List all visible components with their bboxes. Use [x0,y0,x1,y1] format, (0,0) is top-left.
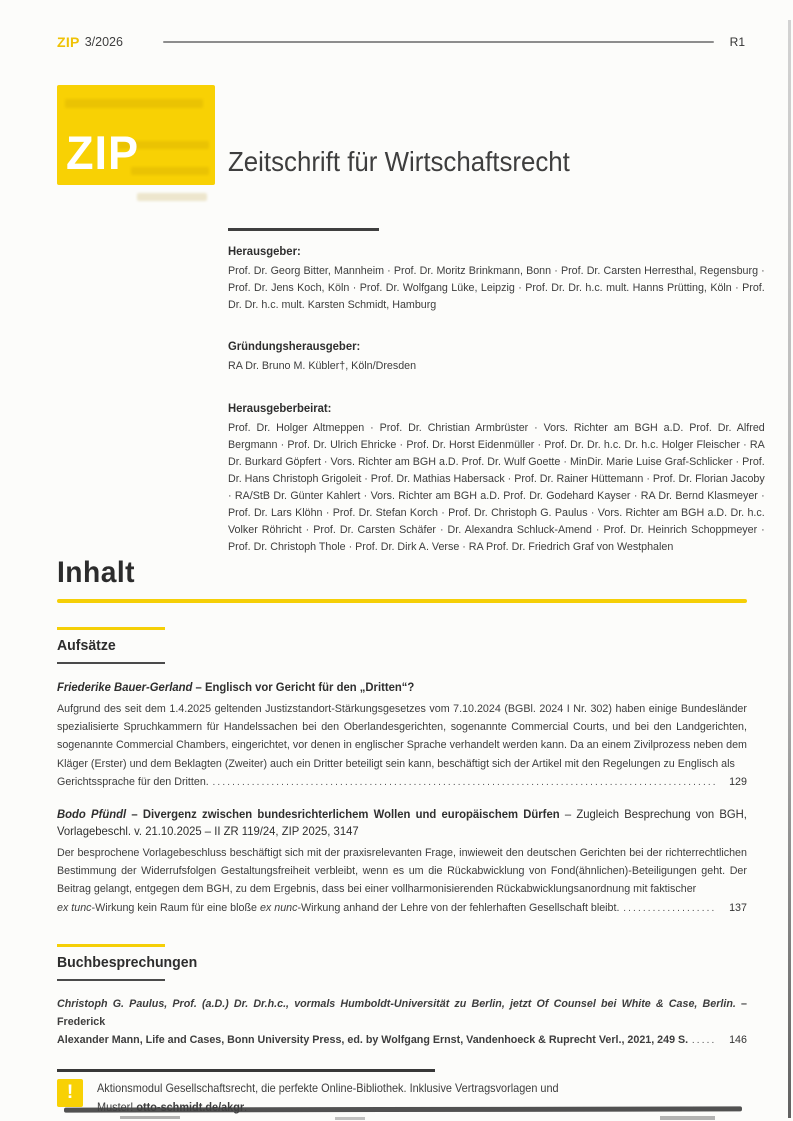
text-segment: -Wirkung kein Raum für eine bloße [91,901,260,914]
advisory-board-names: Prof. Dr. Holger Altmeppen · Prof. Dr. Christian Armbrüster · Vors. Richter am BGH a.D. Prof. Dr. Alfred Bergmann · Prof. Dr. Ulrich Ehricke · Prof. Dr. Horst Eidenmüller · Prof. Dr. Dr. h.c. Dr. h.c. Holger Fleischer · RA Dr. Burkard Göpfert · Vors. Richter am BGH a.D. Prof. Dr. Wulf Goette · MinDir. Marie Luise Graf-Schlicker · Prof. Dr. Hans Christoph Grigoleit · Prof. Dr. Mathias Habersack · Prof. Dr. Rainer Hüttemann · Prof. Dr. Florian Jacoby · RA/StB Dr. Günter Kahlert · Vors. Richter am BGH a.D. Prof. Dr. Godehard Kayser · RA Dr. Bernd Klasmeyer · Prof. Dr. Lars Klöhn · Prof. Dr. Stefan Korch · Prof. Dr. Christoph G. Paulus · Vors. Richter am BGH a.D. Dr. h.c. Volker Röhricht · Prof. Dr. Carsten Schäfer · Dr. Alexandra Schluck-Amend · Prof. Dr. Heinrich Schoppmeyer · Prof. Dr. Christoph Thole · Prof. Dr. Dirk A. Verse · RA Prof. Dr. Friedrich Graf von Westphalen [228,422,765,553]
entry-abstract [57,844,747,899]
issue-number: 3/2026 [84,35,123,49]
exclamation-icon: ! [57,1079,83,1107]
entry-abstract [57,700,747,773]
toc-entry [57,806,747,917]
advisory-board-label: Herausgeberbeirat: [228,401,332,415]
dot-leader [623,899,717,917]
text-segment: Der besprochene Vorlagebeschluss beschäftigt sich mit der praxisrelevanten Frage, inwieweit den deutschen Gerichten bei der richterrechtlichen Bestimmung der Widerrufsfolgen Gestaltungsfreiheit verbleibt, wenn es um die Rückabwicklung von Fond(ähnlichen)-Beteiligungen geht. Der Beitrag gelangt, entgegen dem BGH, zu dem Ergebnis, dass bei einer vollharmonisierenden Rückabwicklungsanordnung mit faktischer [57,847,747,896]
entry-page-number: 129 [729,775,747,788]
table-of-contents [57,556,747,1049]
text-segment: Friederike Bauer-Gerland [57,680,193,694]
entry-page-number: 137 [729,901,747,914]
logo-ghost-print [65,99,203,108]
entry-title [57,679,747,696]
editors-names: Prof. Dr. Georg Bitter, Mannheim · Prof. Dr. Moritz Brinkmann, Bonn · Prof. Dr. Carsten Herresthal, Regensburg · Prof. Dr. Jens Koch, Köln · Prof. Dr. Wolfgang Lüke, Leipzig · Prof. Dr. Dr. h.c. mult. Hanns Prütting, Köln · Prof. Dr. Dr. h.c. mult. Karsten Schmidt, Hamburg [228,265,765,311]
entry-abstract [57,995,747,1031]
toc-title-rule [57,599,747,603]
scan-smudge [120,1116,180,1119]
journal-title: Zeitschrift für Wirtschaftsrecht [228,146,570,177]
text-segment: Christoph G. Paulus, Prof. (a.D.) Dr. Dr.h.c., vormals Humboldt-Universität zu Berlin, jetzt Of Counsel bei White & Case, Berlin. [57,997,736,1010]
text-segment: – Englisch vor Gericht für den „Dritten“? [192,680,415,694]
entry-title [57,806,747,840]
scan-smudge [335,1117,365,1120]
founding-editor-name: RA Dr. Bruno M. Kübler†, Köln/Dresden [228,360,417,372]
entry-last-line [57,773,747,791]
toc-entry [57,679,747,791]
text-segment: Gerichtssprache für den Dritten. [57,775,209,788]
editors-label: Herausgeber: [228,244,301,258]
masthead [228,243,765,556]
section-buchbesprechungen [57,944,747,1050]
running-header [57,34,745,50]
entry-last-line [57,899,747,917]
text-segment: – Zugleich Besprechung von BGH, Vorlagebeschl. v. 21.10.2025 – II ZR 119/24, ZIP 2025, 3147 [57,807,747,839]
logo-ghost-print [137,193,207,201]
section-heading: Buchbesprechungen [57,953,198,971]
entry-abstract-end [57,773,209,791]
entry-abstract-end [57,899,619,917]
text-segment: Aktionsmodul Gesellschaftsrecht, die perfekte Online-Bibliothek. Inklusive Vertragsvorlagen und [97,1082,559,1095]
section-rule-top [57,627,165,630]
section-rule-top [57,944,165,947]
scan-edge-bottom [64,1106,742,1112]
entry-last-line [57,1031,747,1049]
entry-page-number: 146 [729,1034,747,1047]
footer-text-line [97,1079,559,1098]
text-segment: Aufgrund des seit dem 1.4.2025 geltenden Justizstandort-Stärkungsgesetzes vom 7.10.2024 (BGBl. 2024 I Nr. 302) haben einige Bundesländer spezialisierte Spruchkammern für Handelssachen bei den Oberlandesgerichten, sogenannte Commercial Courts, und bei den Landgerichten, sogenannte Commercial Chambers, eingerichtet, vor denen in englischer Sprache verhandelt werden kann. Da an einem Zivilprozess neben dem Kläger (Erster) und dem Beklagten (Zweiter) auch ein Dritter beteiligt sein kann, beschäftigt sich der Artikel mit den Regelungen zu Englisch als [57,703,747,770]
text-segment: ex tunc [57,901,92,914]
logo-ghost-print [131,167,209,175]
logo-text: ZIP [66,126,140,179]
zip-logo [57,85,215,185]
masthead-rule [228,228,379,231]
toc-entry [57,995,747,1050]
journal-code: ZIP [57,34,80,50]
dot-leader [213,773,717,791]
entry-abstract-end [57,1031,688,1049]
dot-leader [692,1031,717,1049]
section-rule-bottom [57,662,165,664]
text-segment: – Frederick [57,997,747,1029]
text-segment: Bodo Pfündl [57,807,127,822]
text-segment: -Wirkung anhand der Lehre von der fehlerhaften Gesellschaft bleibt. [297,901,620,914]
section-rule-bottom [57,979,165,981]
page-reference: R1 [729,35,745,49]
text-segment: Alexander Mann, Life and Cases, Bonn University Press, ed. by Wolfgang Ernst, Vandenhoeck & Ruprecht Verl., 2021, 249 S. [57,1034,689,1047]
section-aufsaetze [57,627,747,917]
scan-edge-right [788,20,791,1118]
text-segment: ex nunc [259,901,298,914]
footer-rule [57,1069,435,1072]
section-heading: Aufsätze [57,637,116,654]
header-rule [163,41,714,43]
text-segment: – Divergenz zwischen bundesrichterlichem Wollen und europäischem Dürfen [126,807,560,822]
toc-title: Inhalt [57,556,136,589]
scan-smudge [660,1116,715,1120]
founding-editor-label: Gründungsherausgeber: [228,339,361,353]
